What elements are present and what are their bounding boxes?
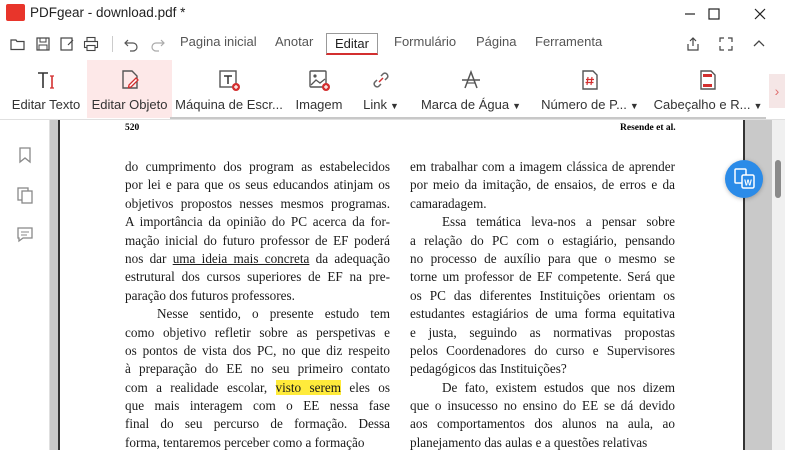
- menu-pagina-inicial[interactable]: Pagina inicial: [180, 34, 257, 49]
- text-line[interactable]: do cumprimento dos program as estabelecidos: [125, 159, 390, 174]
- convert-word-icon: [725, 160, 763, 198]
- tool-edit-object[interactable]: [87, 60, 172, 118]
- chevron-down-icon: ▼: [753, 101, 763, 111]
- share-icon[interactable]: [685, 36, 701, 52]
- running-head: Resende et al.: [620, 123, 676, 133]
- text-line[interactable]: os pontos de vista dos PC, no que diz respeito: [125, 342, 390, 358]
- text-line[interactable]: os PC das diferentes Instituições orientam os: [410, 287, 675, 303]
- tool-label: [356, 97, 406, 112]
- text-line[interactable]: forma, tentaremos perceber como a formação: [125, 434, 365, 450]
- text-line[interactable]: torne um professor de EF competente. Será que: [410, 269, 675, 285]
- menu-formulario[interactable]: Formulário: [394, 34, 457, 49]
- text-line[interactable]: pedagógicos das Instituições?: [410, 361, 567, 377]
- tool-edit-text[interactable]: [4, 60, 88, 118]
- chevron-down-icon: ▼: [512, 101, 522, 111]
- text-line[interactable]: estrutural dos cursos superiores de EF na pre-: [125, 269, 390, 285]
- text-line[interactable]: a relação do PC com o estagiário, pensando: [410, 232, 675, 248]
- bookmark-icon[interactable]: [16, 146, 34, 164]
- text-line[interactable]: em trabalhar com a imagem clássica de aprender: [410, 159, 675, 174]
- tool-typewriter[interactable]: [174, 60, 284, 118]
- edit-text-icon: [34, 68, 58, 92]
- pdfgear-logo-icon: [6, 4, 25, 21]
- thumbnails-icon[interactable]: [16, 186, 34, 204]
- text-line[interactable]: planejamento das aulas e a questões relativas: [410, 434, 648, 450]
- menu-bar: [0, 28, 785, 60]
- tool-header-footer-label: Cabeçalho e R...: [653, 97, 751, 112]
- tool-label: [653, 97, 763, 112]
- text-line[interactable]: Nesse sentido, o presente estudo tem: [157, 306, 390, 322]
- maximize-button[interactable]: [691, 0, 737, 28]
- save-icon[interactable]: [35, 36, 51, 52]
- image-icon: [307, 68, 331, 92]
- text-line[interactable]: pelos Coordenadores do curso e Supervisores: [410, 342, 675, 358]
- left-text-column[interactable]: [125, 158, 390, 450]
- text-line[interactable]: final do seu percurso de formação. Dessa: [125, 416, 390, 432]
- text-line[interactable]: mação inicial do futuro professor de EF poderá: [125, 232, 390, 248]
- text-line[interactable]: camaradagem.: [410, 195, 487, 211]
- tool-label: Editar Texto: [11, 97, 81, 112]
- text-line[interactable]: aos comportamentos dos alunos na aula, ao: [410, 416, 675, 432]
- tool-label: Máquina de Escr...: [175, 97, 283, 112]
- header-footer-icon: [696, 68, 720, 92]
- close-button[interactable]: [737, 0, 783, 28]
- typewriter-icon: [217, 68, 241, 92]
- tool-label: Editar Objeto: [91, 97, 168, 112]
- menu-ferramenta[interactable]: Ferramenta: [535, 34, 603, 49]
- collapse-ribbon-icon[interactable]: [751, 36, 767, 52]
- tool-header-footer[interactable]: [653, 60, 763, 118]
- maximize-icon: [708, 8, 720, 20]
- text-line[interactable]: objetivos propostos nesses mesmos programas.: [125, 195, 390, 211]
- edit-ribbon: [0, 60, 785, 120]
- close-icon: [754, 8, 766, 20]
- text-line[interactable]: estudantes estagiários de uma forma equitativa: [410, 306, 675, 322]
- ribbon-scroll-right-button[interactable]: ›: [769, 74, 785, 108]
- menu-editar[interactable]: Editar: [326, 33, 378, 55]
- document-viewport[interactable]: [50, 120, 772, 450]
- tool-page-number-label: Número de P...: [541, 97, 627, 112]
- text-line[interactable]: De fato, existem estudos que nos dizem: [442, 379, 675, 395]
- tool-label: [535, 97, 645, 112]
- menu-pagina[interactable]: Página: [476, 34, 517, 49]
- text-line[interactable]: e justa, seguindo as normativas propostas: [410, 324, 675, 340]
- text-line[interactable]: A importância da opinião do PC acerca da for-: [125, 214, 390, 230]
- tool-watermark[interactable]: [416, 60, 526, 118]
- chevron-down-icon: ▼: [389, 101, 399, 111]
- tool-image[interactable]: [290, 60, 348, 118]
- vertical-scrollbar[interactable]: [772, 120, 785, 450]
- open-folder-icon[interactable]: [10, 36, 26, 52]
- text-line[interactable]: como objetivo refletir sobre as perspetivas e: [125, 324, 390, 340]
- text-line[interactable]: à preparação do EE no seu primeiro contato: [125, 361, 390, 377]
- print-icon[interactable]: [83, 36, 99, 52]
- menu-anotar[interactable]: Anotar: [275, 34, 314, 49]
- text-line[interactable]: no processo de auxílio para que o mesmo se: [410, 250, 675, 266]
- text-line[interactable]: que o insucesso no ensino do EE se dá devido: [410, 398, 675, 414]
- text-line[interactable]: por lei e para que os seus educandos atinjam os: [125, 177, 390, 193]
- redo-icon[interactable]: [150, 36, 166, 52]
- tool-page-number[interactable]: [535, 60, 645, 118]
- page-number-icon: [578, 68, 602, 92]
- link-icon: [369, 68, 393, 92]
- title-bar: [0, 0, 785, 28]
- window-title: PDFgear - download.pdf *: [30, 5, 186, 20]
- tool-link-label: Link: [363, 97, 387, 112]
- text-line[interactable]: paração dos futuros professores.: [125, 287, 295, 303]
- left-sidebar: [0, 120, 50, 450]
- convert-to-word-button[interactable]: [725, 160, 763, 198]
- ribbon-scroll-indicator: [170, 117, 766, 119]
- text-line[interactable]: Essa temática leva-nos a pensar sobre: [442, 214, 675, 230]
- page-number: 520: [125, 123, 140, 133]
- chevron-down-icon: ▼: [629, 101, 639, 111]
- comments-icon[interactable]: [16, 225, 34, 243]
- scrollbar-thumb[interactable]: [775, 160, 781, 198]
- text-line[interactable]: que mais interagem com o EE nessa fase: [125, 398, 390, 414]
- watermark-icon: [459, 68, 483, 92]
- save-as-icon[interactable]: [59, 36, 75, 52]
- highlighted-text[interactable]: visto serem: [275, 379, 342, 395]
- svg-text:W: W: [744, 178, 752, 188]
- toolbar-separator: [112, 36, 113, 52]
- text-line[interactable]: com a realidade escolar, visto serem eles os: [125, 379, 390, 395]
- tool-link[interactable]: [356, 60, 406, 118]
- pdf-page[interactable]: [58, 120, 752, 450]
- fullscreen-icon[interactable]: [718, 36, 734, 52]
- tool-watermark-label: Marca de Água: [420, 97, 510, 112]
- tool-label: Imagem: [295, 97, 343, 112]
- underlined-text[interactable]: uma ideia mais concreta: [172, 250, 310, 266]
- right-text-column[interactable]: [410, 158, 675, 450]
- undo-icon[interactable]: [123, 36, 139, 52]
- edit-object-icon: [118, 68, 142, 92]
- tool-label: [416, 97, 526, 112]
- text-line[interactable]: por meio da imitação, de ensaios, de erros e da: [410, 177, 675, 193]
- text-line[interactable]: nos dar uma ideia mais concreta da adequação: [125, 250, 390, 266]
